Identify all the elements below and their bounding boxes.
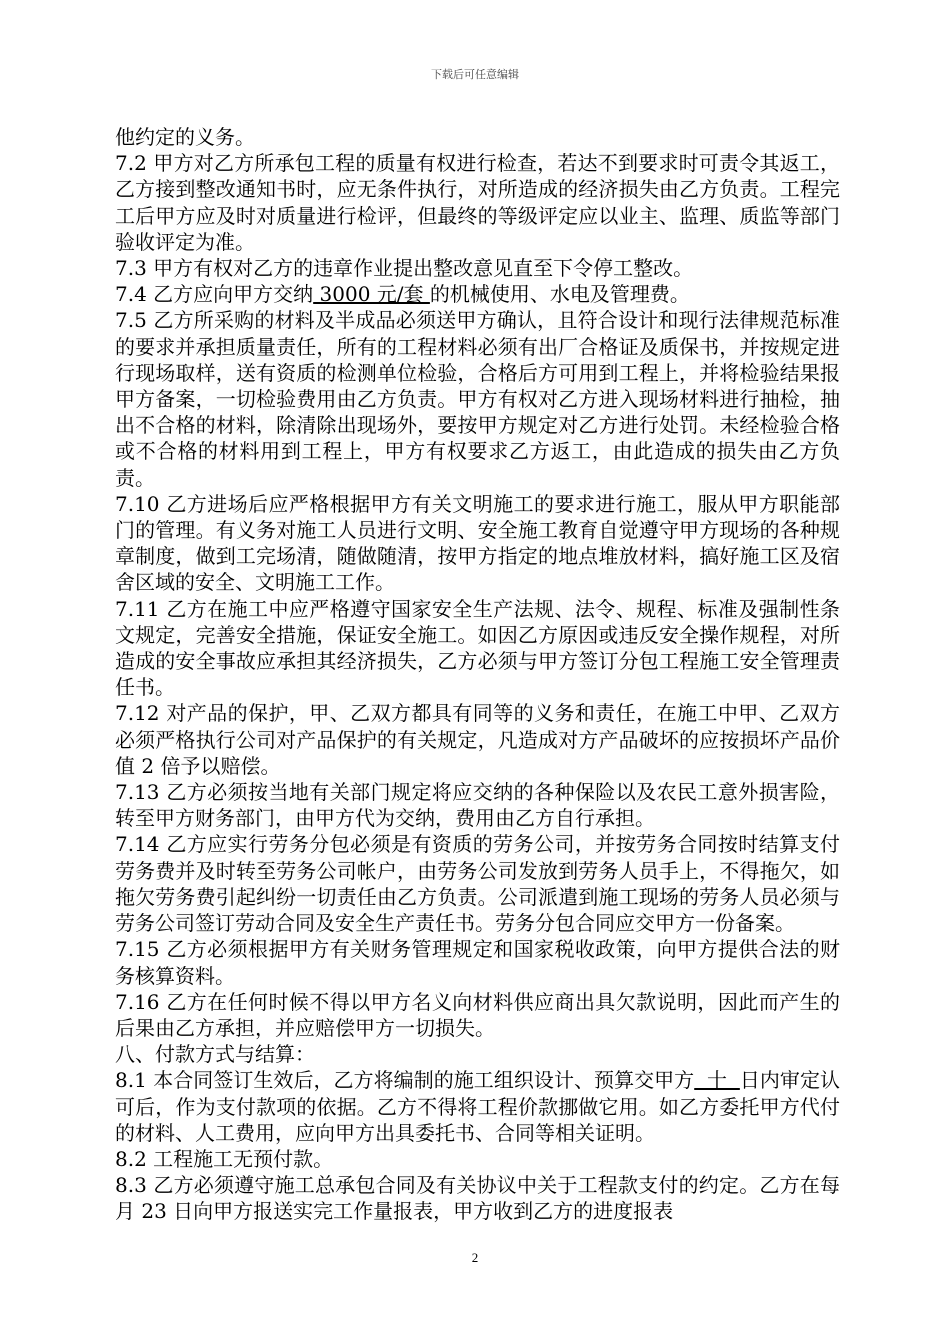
paragraph: 7.11 乙方在施工中应严格遵守国家安全生产法规、法令、规程、标准及强制性条文规定，完善安全措施，保证安全施工。如因乙方原因或违反安全操作规程，对所造成的安全事故应承担其经济损失，乙方必须与甲方签订分包工程施工安全管理责任书。 (115, 596, 840, 700)
underlined-days: 十 (694, 1068, 740, 1093)
paragraph-text: 的机械使用、水电及管理费。 (429, 282, 690, 307)
section-heading: 八、付款方式与结算： (115, 1042, 315, 1067)
paragraph: 他约定的义务。 (115, 125, 255, 149)
paragraph-text: 8.1 本合同签订生效后，乙方将编制的施工组织设计、预算交甲方 (115, 1068, 695, 1093)
paragraph (115, 1067, 840, 1146)
page-header: 下载后可任意编辑 (431, 68, 519, 81)
paragraph: 7.3 甲方有权对乙方的违章作业提出整改意见直至下令停工整改。 (115, 256, 694, 281)
paragraph: 7.14 乙方应实行劳务分包必须是有资质的劳务公司，并按劳务合同按时结算支付劳务费并及时转至劳务公司帐户，由劳务公司发放到劳务人员手上，不得拖欠，如拖欠劳务费引起纠纷一切责任由乙方负责。公司派遣到施工现场的劳务人员必须与劳务公司签订劳动合同及安全生产责任书。劳务分包合同应交甲方一份备案。 (115, 832, 840, 936)
page-number: 2 (471, 1250, 479, 1265)
paragraph: 7.12 对产品的保护，甲、乙双方都具有同等的义务和责任，在施工中甲、乙双方必须严格执行公司对产品保护的有关规定，凡造成对方产品破坏的应按损坏产品价值 2 倍予以赔偿。 (115, 701, 840, 778)
paragraph: 7.13 乙方必须按当地有关部门规定将应交纳的各种保险以及农民工意外损害险，转至甲方财务部门，由甲方代为交纳，费用由乙方自行承担。 (115, 780, 840, 831)
paragraph: 7.15 乙方必须根据甲方有关财务管理规定和国家税收政策，向甲方提供合法的财务核算资料。 (115, 937, 840, 988)
paragraph-text: 7.4 乙方应向甲方交纳 (115, 282, 314, 307)
document-body (115, 124, 840, 1225)
paragraph: 8.3 乙方必须遵守施工总承包合同及有关协议中关于工程款支付的约定。乙方在每月 23 日向甲方报送实完工作量报表，甲方收到乙方的进度报表 (115, 1173, 840, 1224)
paragraph: 7.2 甲方对乙方所承包工程的质量有权进行检查，若达不到要求时可责令其返工，乙方接到整改通知书时，应无条件执行，对所造成的经济损失由乙方负责。工程完工后甲方应及时对质量进行检评，但最终的等级评定应以业主、监理、质监等部门验收评定为准。 (115, 151, 840, 254)
paragraph: 7.16 乙方在任何时候不得以甲方名义向材料供应商出具欠款说明，因此而产生的后果由乙方承担，并应赔偿甲方一切损失。 (115, 989, 840, 1040)
paragraph: 8.2 工程施工无预付款。 (115, 1146, 334, 1171)
paragraph: 7.5 乙方所采购的材料及半成品必须送甲方确认，且符合设计和现行法律规范标准的要求并承担质量责任，所有的工程材料必须有出厂合格证及质保书，并按规定进行现场取样，送有资质的检测单位检验，合格后方可用到工程上，并将检验结果报甲方备案，一切检验费用由乙方负责。甲方有权对乙方进入现场材料进行抽检，抽出不合格的材料，除清除出现场外，要按甲方规定对乙方进行处罚。未经检验合格或不合格的材料用到工程上，甲方有权要求乙方返工，由此造成的损失由乙方负责。 (115, 308, 840, 490)
underlined-fee-amount: 3000 元/套 (313, 282, 430, 307)
paragraph (115, 281, 840, 307)
paragraph: 7.10 乙方进场后应严格根据甲方有关文明施工的要求进行施工，服从甲方职能部门的管理。有义务对施工人员进行文明、安全施工教育自觉遵守甲方现场的各种规章制度，做到工完场清，随做随清，按甲方指定的地点堆放材料，搞好施工区及宿舍区域的安全、文明施工工作。 (115, 491, 840, 595)
paragraph-text: 日内审定认可后，作为支付款项的依据。乙方不得将工程价款挪做它用。如乙方委托甲方代付的材料、人工费用，应向甲方出具委托书、合同等相关证明。 (115, 1068, 840, 1145)
